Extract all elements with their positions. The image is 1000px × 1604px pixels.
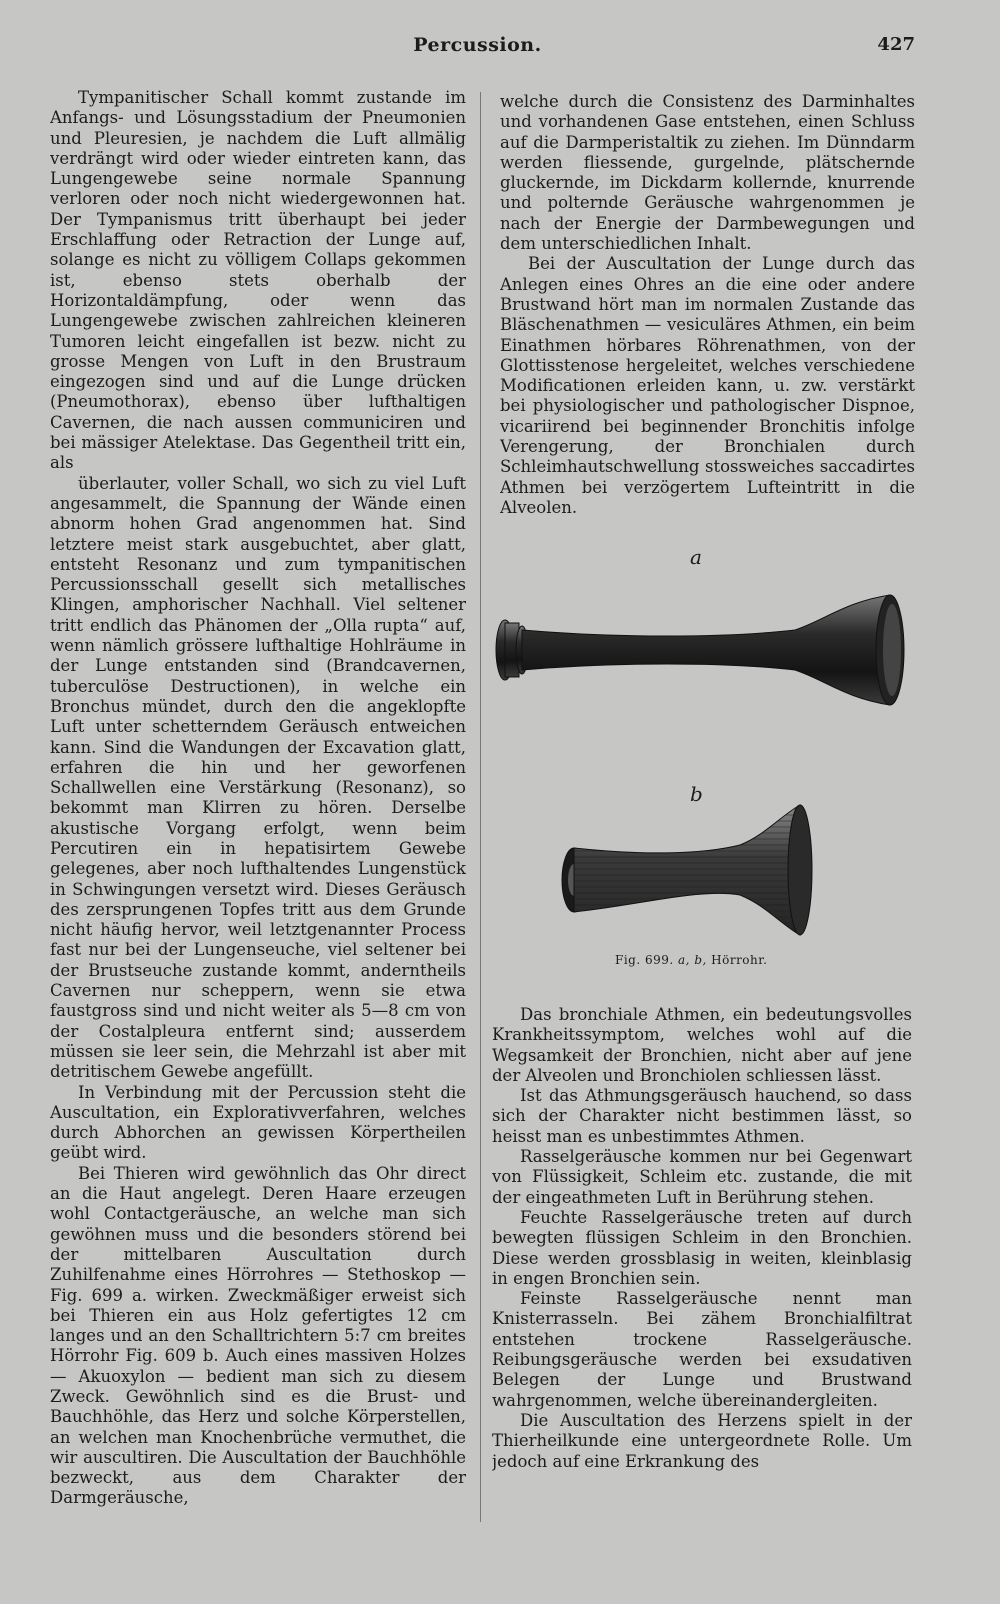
- page-header: [40, 30, 915, 60]
- paragraph: Bei Thieren wird gewöhnlich das Ohr direct an die Haut angelegt. Deren Haare erzeugen wohl Contactgeräusche, an welche man sich gewöhnen muss und die besonders störend bei der mittelbaren Auscultation durch Zuhilfenahme eines Hörrohres — Stethoskop — Fig. 699 a. wirken. Zweckmäßiger erweist sich bei Thieren ein aus Holz gefertigtes 12 cm langes und an den Schalltrichtern 5:7 cm breites Hörrohr Fig. 609 b. Auch eines massiven Holzes — Akuoxylon — bedient man sich zu diesem Zweck. Gewöhnlich sind es die Brust- und Bauchhöhle, das Herz und solche Körperstellen, an welchen man Knochenbrüche vermuthet, die wir auscultiren. Die Auscultation der Bauchhöhle bezweckt, aus dem Charakter der Darmgeräusche,: [50, 1163, 466, 1508]
- paragraph: Tympanitischer Schall kommt zustande im Anfangs- und Lösungsstadium der Pneumonien und Pleuresien, je nachdem die Luft allmälig verdrängt wird oder wieder eintreten kann, das Lungengewebe seine normale Spannung verloren oder noch nicht wiedergewonnen hat. Der Tympanismus tritt überhaupt bei jeder Erschlaffung oder Retraction der Lunge auf, solange es nicht zu völligem Collaps gekommen ist, ebenso stets oberhalb der Horizontaldämpfung, oder wenn das Lungengewebe zwischen zahlreichen kleineren Tumoren leicht eingefallen ist bezw. nicht zu grosse Mengen von Luft in den Brustraum eingezogen sind und auf die Lunge drücken (Pneumothorax), ebenso über lufthaltigen Cavernen, die nach aussen communiciren und bei mässiger Atelektase. Das Gegentheil tritt ein, als: [50, 88, 466, 473]
- right-column-bottom: [492, 1005, 912, 1525]
- paragraph: Feinste Rasselgeräusche nennt man Knisterrasseln. Bei zähem Bronchialfiltrat entstehen trockene Rasselgeräusche. Reibungsgeräusche werden bei exsudativen Belegen der Lunge und Brustwand wahrgenommen, welche übereinandergleiten.: [492, 1289, 912, 1410]
- figure-stethoscopes: [495, 545, 915, 985]
- left-column: [50, 88, 466, 1528]
- paragraph: Das bronchiale Athmen, ein bedeutungsvolles Krankheitssymptom, welches wohl auf die Wegsamkeit der Bronchien, nicht aber auf jene der Alveolen und Bronchiolen schliessen lässt.: [492, 1005, 912, 1085]
- column-divider: [480, 92, 481, 1522]
- stethoscope-b-illustration: [560, 800, 820, 940]
- caption-italic: a, b,: [678, 953, 707, 967]
- figure-caption: [615, 953, 768, 967]
- paragraph: Bei der Auscultation der Lunge durch das Anlegen eines Ohres an die eine oder andere Brustwand hört man im normalen Zustande das Bläschenathmen — vesiculäres Athmen, ein beim Einathmen hörbares Röhrenathmen, von der Glottisstenose hergeleitet, welches verschiedene Modificationen erleiden kann, u. zw. verstärkt bei physiologischer und pathologischer Dispnoe, vicariirend bei beginnender Bronchitis infolge Verengerung, der Bronchialen durch Schleimhautschwellung stossweiches saccadirtes Athmen bei verzögertem Lufteintritt in die Alveolen.: [500, 254, 915, 517]
- right-column-top: [500, 92, 915, 522]
- paragraph: In Verbindung mit der Percussion steht die Auscultation, ein Explorativverfahren, welches durch Abhorchen an gewissen Körpertheilen geübt wird.: [50, 1082, 466, 1163]
- paragraph: überlauter, voller Schall, wo sich zu viel Luft angesammelt, die Spannung der Wände einen abnorm hohen Grad angenommen hat. Sind letztere meist stark ausgebuchtet, aber glatt, entsteht Resonanz und zum tympanitischen Percussionsschall gesellt sich metallisches Klingen, amphorischer Nachhall. Viel seltener tritt endlich das Phänomen der „Olla rupta“ auf, wenn nämlich grössere lufthaltige Hohlräume in der Lunge entstanden sind (Brandcavernen, tuberculöse Destructionen), in welche ein Bronchus mündet, durch den die angeklopfte Luft unter schetterndem Geräusch entweichen kann. Sind die Wandungen der Excavation glatt, erfahren die hin und her geworfenen Schallwellen eine Verstärkung (Resonanz), so bekommt man Klirren zu hören. Derselbe akustische Vorgang erfolgt, wenn beim Percutiren ein in hepatisirtem Gewebe gelegenes, aber noch lufthaltendes Lungenstück in Schwingungen versetzt wird. Dieses Geräusch des zersprungenen Topfes tritt aus dem Grunde nicht häufig hervor, weil letztgenannter Process fast nur bei der Lungenseuche, viel seltener bei der Brustseuche zustande kommt, anderntheils Cavernen nur scheppern, wenn sie etwa faustgross sind und nicht weiter als 5—8 cm von der Costalpleura entfernt sind; ausserdem müssen sie leer sein, die Mehrzahl ist aber mit detritischem Gewebe angefüllt.: [50, 473, 466, 1082]
- caption-text: Hörrohr.: [711, 953, 768, 967]
- caption-prefix: Fig. 699.: [615, 953, 674, 967]
- figure-label-a: a: [690, 545, 702, 569]
- paragraph: Ist das Athmungsgeräusch hauchend, so dass sich der Charakter nicht bestimmen lässt, so heisst man es unbestimmtes Athmen.: [492, 1086, 912, 1146]
- paragraph: Rasselgeräusche kommen nur bei Gegenwart von Flüssigkeit, Schleim etc. zustande, die mit der eingeathmeten Luft in Berührung stehen.: [492, 1147, 912, 1207]
- running-title: Percussion.: [413, 34, 542, 56]
- paragraph: Die Auscultation des Herzens spielt in der Thierheilkunde eine untergeordnete Rolle. Um jedoch auf eine Erkrankung des: [492, 1410, 912, 1471]
- stethoscope-a-illustration: [495, 590, 915, 710]
- paragraph: Feuchte Rasselgeräusche treten auf durch bewegten flüssigen Schleim in den Bronchien. Diese werden grossblasig in weiten, kleinblasig in engen Bronchien sein.: [492, 1207, 912, 1288]
- paragraph: welche durch die Consistenz des Darminhaltes und vorhandenen Gase entstehen, einen Schluss auf die Darmperistaltik zu ziehen. Im Dünndarm werden fliessende, gurgelnde, plätschernde gluckernde, im Dickdarm kollernde, knurrende und polternde Geräusche wahrgenommen je nach der Energie der Darmbewegungen und dem unterschiedlichen Inhalt.: [500, 92, 915, 254]
- page-number: 427: [877, 34, 915, 55]
- figure-label-b: b: [690, 782, 703, 806]
